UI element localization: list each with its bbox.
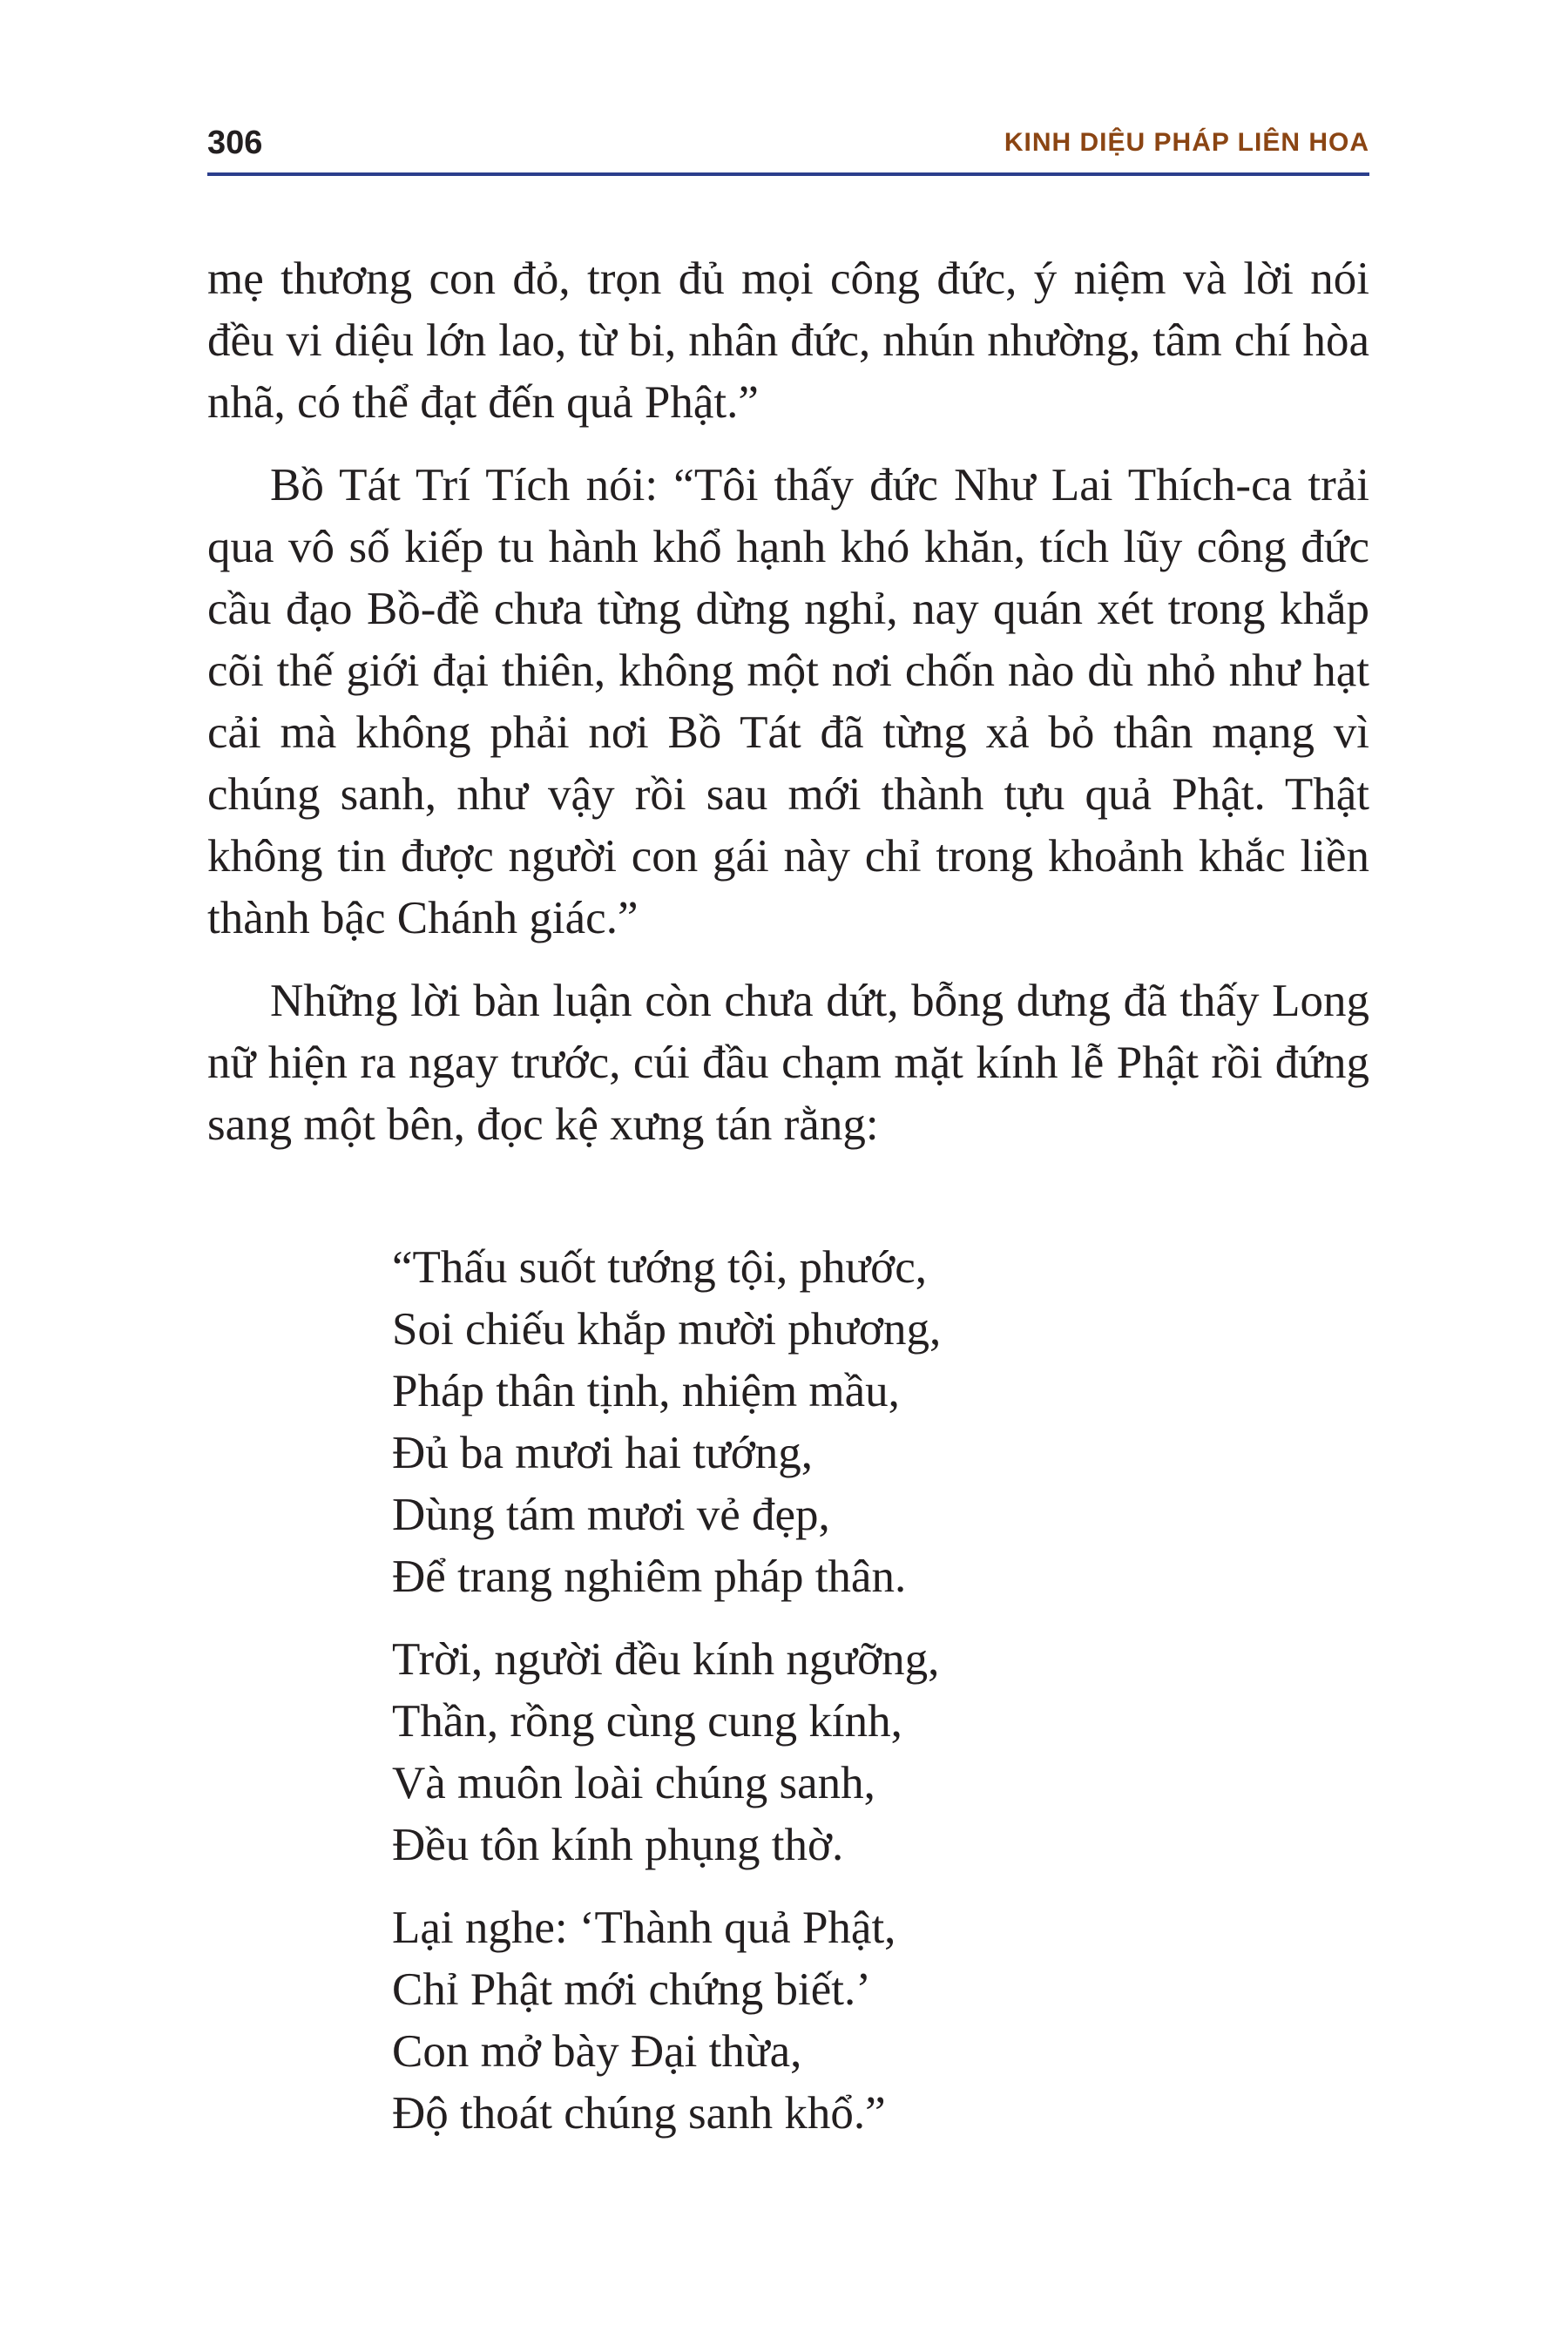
verse-line: Lại nghe: ‘Thành quả Phật, [392,1903,896,1953]
verse-line: Dùng tám mươi vẻ đẹp, [392,1490,830,1540]
verse-stanza [392,1629,1263,1876]
verse-stanza [392,1237,1263,1608]
verse-line: Đều tôn kính phụng thờ. [392,1820,844,1870]
verse-line: Và muôn loài chúng sanh, [392,1758,875,1808]
header-rule [207,172,1369,176]
verse-line: Pháp thân tịnh, nhiệm mầu, [392,1366,900,1416]
book-title: KINH DIỆU PHÁP LIÊN HOA [1004,128,1369,157]
page-number: 306 [207,125,263,161]
verse-line: Con mở bày Đại thừa, [392,2026,802,2077]
body-text [207,248,1369,1156]
verse-line: Đủ ba mươi hai tướng, [392,1428,813,1478]
verse-line: Để trang nghiêm pháp thân. [392,1551,907,1602]
paragraph: mẹ thương con đỏ, trọn đủ mọi công đức, ý niệm và lời nói đều vi diệu lớn lao, từ bi, nhân đức, nhún nhường, tâm chí hòa nhã, có thể đạt đến quả Phật.” [207,253,1369,428]
verse-block [392,1237,1263,2166]
verse-line: Chỉ Phật mới chứng biết.’ [392,1964,871,2015]
verse-line: Trời, người đều kính ngưỡng, [392,1634,940,1685]
verse-line: Thần, rồng cùng cung kính, [392,1696,902,1747]
paragraph: Bồ Tát Trí Tích nói: “Tôi thấy đức Như Lai Thích-ca trải qua vô số kiếp tu hành khổ hạnh khó khăn, tích lũy công đức cầu đạo Bồ-đề chưa từng dừng nghỉ, nay quán xét trong khắp cõi thế giới đại thiên, không một nơi chốn nào dù nhỏ như hạt cải mà không phải nơi Bồ Tát đã từng xả bỏ thân mạng vì chúng sanh, như vậy rồi sau mới thành tựu quả Phật. Thật không tin được người con gái này chỉ trong khoảnh khắc liền thành bậc Chánh giác.” [207,460,1369,943]
verse-stanza [392,1897,1263,2145]
verse-line: Độ thoát chúng sanh khổ.” [392,2088,886,2139]
verse-line: Soi chiếu khắp mười phương, [392,1304,942,1355]
running-header [207,120,1369,166]
paragraph: Những lời bàn luận còn chưa dứt, bỗng dưng đã thấy Long nữ hiện ra ngay trước, cúi đầu chạm mặt kính lễ Phật rồi đứng sang một bên, đọc kệ xưng tán rằng: [207,976,1369,1150]
verse-line: “Thấu suốt tướng tội, phước, [392,1242,927,1293]
